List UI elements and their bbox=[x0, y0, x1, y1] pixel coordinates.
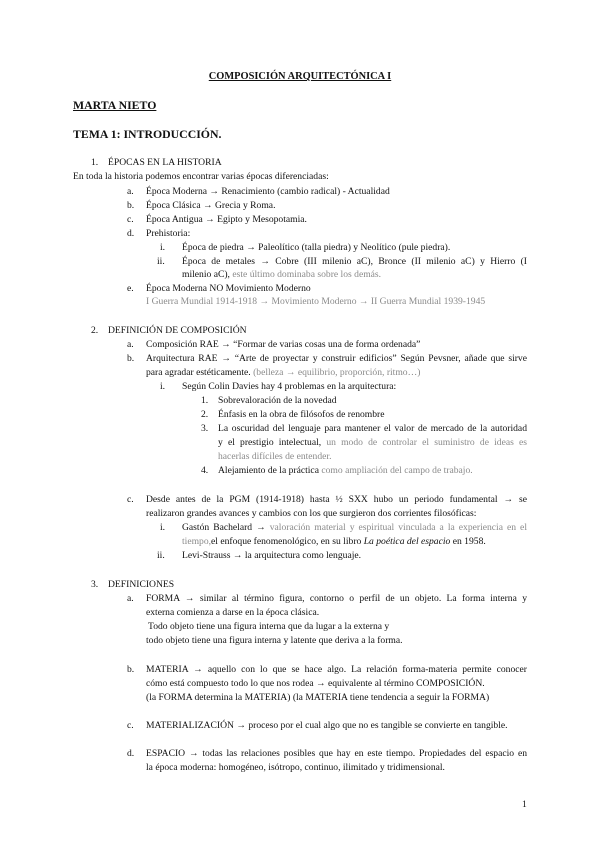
list-marker: b. bbox=[127, 353, 135, 364]
list-item: Sobrevaloración de la novedad bbox=[218, 395, 337, 406]
list-item: Época Clásica → Grecia y Roma. bbox=[146, 200, 276, 211]
list-marker: 4. bbox=[201, 465, 209, 476]
list-item-continuation bbox=[182, 269, 381, 282]
list-marker: e. bbox=[127, 283, 134, 294]
text-run: Alejamiento de la práctica bbox=[218, 465, 319, 476]
list-item: Énfasis en la obra de filósofos de renombre bbox=[218, 409, 385, 420]
list-item: Época Moderna NO Movimiento Moderno bbox=[146, 283, 311, 294]
list-marker: 2. bbox=[201, 409, 209, 420]
section-1-intro: En toda la historia podemos encontrar varias épocas diferenciadas: bbox=[73, 171, 329, 182]
list-item-continuation: Todo objeto tiene una figura interna que da lugar a la externa y bbox=[148, 621, 390, 632]
list-item-continuation: realizaron grandes avances y cambios con los que surgieron dos corrientes filosóficas: bbox=[146, 508, 477, 519]
list-item: Según Colin Davies hay 4 problemas en la arquitectura: bbox=[182, 381, 397, 392]
list-item: Arquitectura RAE → “Arte de proyectar y construir edificios” Según Pevsner, añade que sirve bbox=[146, 353, 527, 364]
list-marker: i. bbox=[160, 381, 166, 392]
list-item: La oscuridad del lenguaje para mantener el valor de mercado de la autoridad bbox=[218, 423, 527, 434]
list-marker: ii. bbox=[157, 550, 165, 561]
book-title: La poética del espacio bbox=[363, 536, 451, 547]
list-item-continuation bbox=[182, 536, 486, 549]
list-marker: c. bbox=[127, 214, 134, 225]
list-item-continuation-gray: hacerlas difíciles de entender. bbox=[218, 451, 332, 462]
author-name: MARTA NIETO bbox=[73, 98, 157, 112]
list-item: Época de metales → Cobre (III milenio aC), Bronce (II milenio aC) y Hierro (I bbox=[182, 256, 527, 267]
text-run-gray: tiempo, bbox=[182, 536, 212, 547]
section-2-number: 2. bbox=[91, 325, 99, 336]
list-item-continuation bbox=[218, 437, 527, 450]
section-1-heading: ÉPOCAS EN LA HISTORIA bbox=[108, 157, 222, 168]
list-item: Desde antes de la PGM (1914-1918) hasta ½ SXX hubo un periodo fundamental → se bbox=[146, 494, 527, 505]
text-run: Gastón Bachelard → bbox=[182, 522, 266, 533]
list-item-continuation: (la FORMA determina la MATERIA) (la MATERIA tiene tendencia a seguir la FORMA) bbox=[146, 692, 490, 703]
text-run: y el prestigio intelectual, bbox=[218, 437, 322, 448]
page-number: 1 bbox=[522, 799, 527, 810]
text-run: el enfoque fenomenológico, en su libro bbox=[211, 536, 362, 547]
list-marker: a. bbox=[127, 186, 134, 197]
list-marker: c. bbox=[127, 720, 134, 731]
list-item: Época Antigua → Egipto y Mesopotamia. bbox=[146, 214, 307, 225]
text-run: para agradar estéticamente. bbox=[146, 367, 251, 378]
section-2-heading: DEFINICIÓN DE COMPOSICIÓN bbox=[108, 325, 247, 336]
list-item bbox=[218, 465, 473, 478]
list-marker: ii. bbox=[157, 256, 165, 267]
list-marker: d. bbox=[127, 748, 135, 759]
list-item: Época de piedra → Paleolítico (talla piedra) y Neolítico (pule piedra). bbox=[182, 242, 451, 253]
text-run: milenio aC), bbox=[182, 269, 230, 280]
list-item: MATERIA → aquello con lo que se hace algo. La relación forma-materia permite conocer bbox=[146, 664, 527, 675]
list-marker: i. bbox=[160, 242, 166, 253]
list-marker: a. bbox=[127, 339, 134, 350]
section-1-number: 1. bbox=[91, 157, 99, 168]
list-item: MATERIALIZACIÓN → proceso por el cual algo que no es tangible se convierte en tangible. bbox=[146, 720, 508, 731]
list-item-continuation bbox=[146, 367, 420, 380]
text-run: en 1958. bbox=[452, 536, 486, 547]
list-marker: a. bbox=[127, 593, 134, 604]
list-item-continuation: externa comienza a darse en la época clásica. bbox=[146, 607, 320, 618]
list-item: Composición RAE → “Formar de varias cosas una de forma ordenada” bbox=[146, 339, 421, 350]
text-run-gray: como ampliación del campo de trabajo. bbox=[321, 465, 473, 476]
list-item: ESPACIO → todas las relaciones posibles que hay en este tiempo. Propiedades del espacio en bbox=[146, 748, 527, 759]
section-3-heading: DEFINICIONES bbox=[108, 579, 175, 590]
section-3-number: 3. bbox=[91, 579, 99, 590]
text-run-gray: este último dominaba sobre los demás. bbox=[232, 269, 382, 280]
list-item-continuation: la época moderna: homogéneo, isótropo, continuo, ilimitado y tridimensional. bbox=[146, 762, 445, 773]
list-item-note: I Guerra Mundial 1914-1918 → Movimiento Moderno → II Guerra Mundial 1939-1945 bbox=[146, 296, 486, 307]
list-marker: i. bbox=[160, 522, 166, 533]
list-marker: d. bbox=[127, 228, 135, 239]
list-item bbox=[182, 522, 527, 535]
list-item: Época Moderna → Renacimiento (cambio radical) - Actualidad bbox=[146, 186, 390, 197]
topic-heading: TEMA 1: INTRODUCCIÓN. bbox=[73, 127, 222, 141]
list-marker: b. bbox=[127, 664, 135, 675]
list-item: Prehistoria: bbox=[146, 228, 191, 239]
text-run-gray: (belleza → equilibrio, proporción, ritmo…) bbox=[253, 367, 421, 378]
list-item-continuation: cómo está compuesto todo lo que nos rodea → equivalente al término COMPOSICIÓN. bbox=[146, 678, 485, 689]
list-marker: 3. bbox=[201, 423, 209, 434]
list-marker: c. bbox=[127, 494, 134, 505]
text-run-gray: un modo de controlar el suministro de ideas es bbox=[326, 437, 527, 448]
text-run-gray: valoración material y espiritual vinculada a la experiencia en el bbox=[269, 522, 527, 533]
list-marker: 1. bbox=[201, 395, 209, 406]
document-title: COMPOSICIÓN ARQUITECTÓNICA I bbox=[208, 71, 392, 82]
list-item: FORMA → similar al término figura, contorno o perfil de un objeto. La forma interna y bbox=[146, 593, 527, 604]
list-marker: b. bbox=[127, 200, 135, 211]
list-item-continuation: todo objeto tiene una figura interna y latente que deriva a la forma. bbox=[146, 635, 403, 646]
list-item: Levi-Strauss → la arquitectura como lenguaje. bbox=[182, 550, 362, 561]
